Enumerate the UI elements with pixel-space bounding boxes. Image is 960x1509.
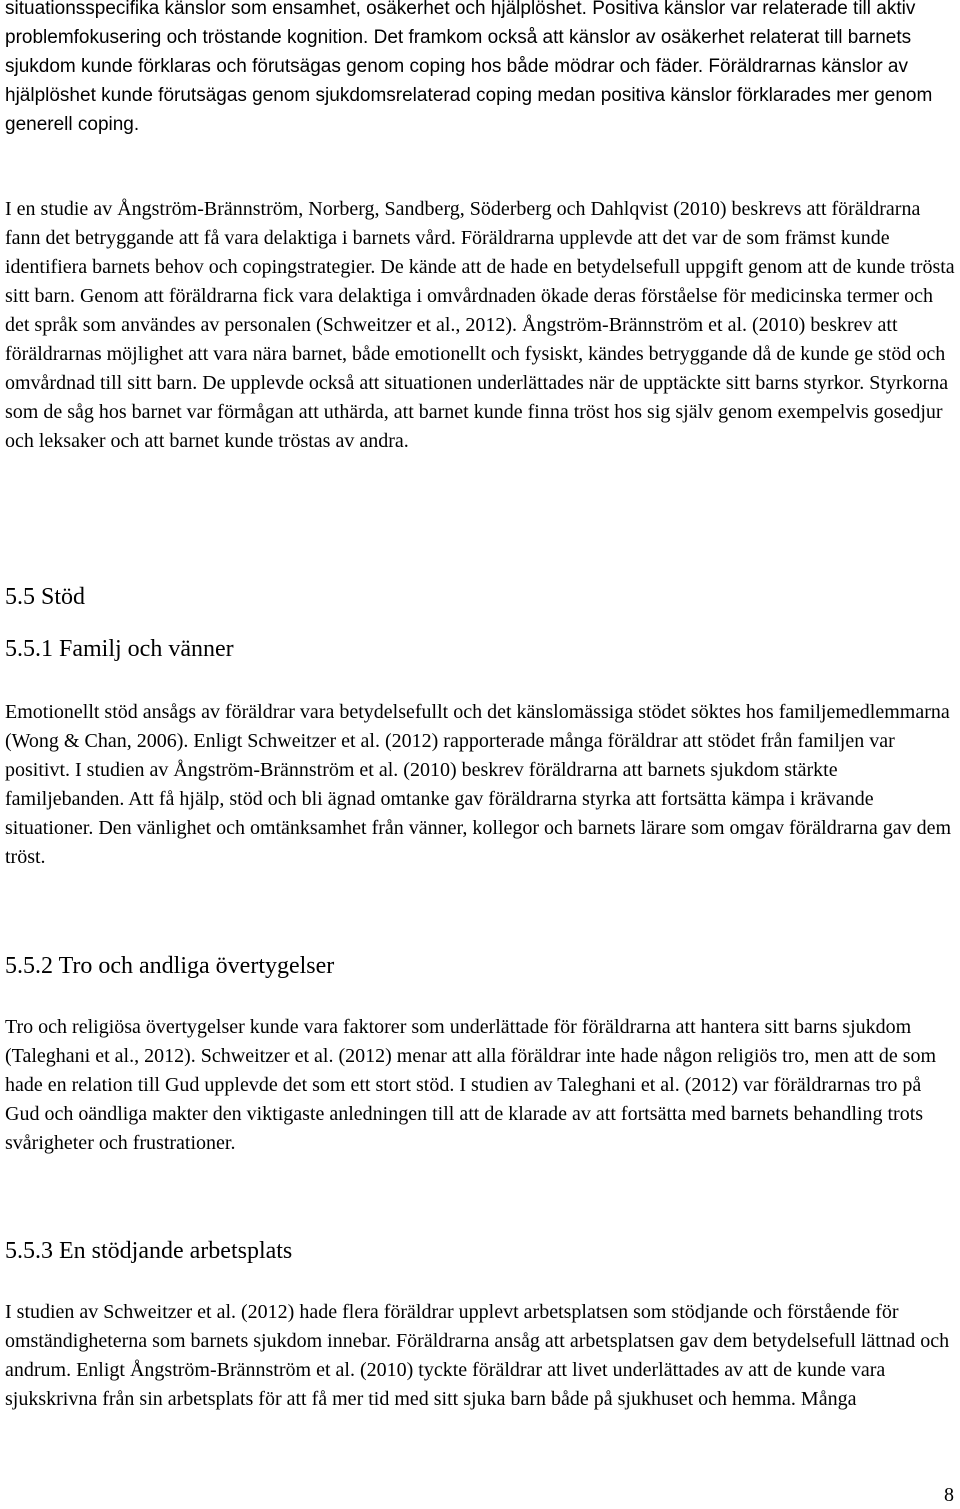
paragraph-stodjande-arbetsplats: I studien av Schweitzer et al. (2012) hade flera föräldrar upplevt arbetsplatsen som stödjande och förstående för omständigheterna som barnets sjukdom innebar. Föräldrarna ansåg att arbetsplatsen gav dem betydelsefull lättnad och andrum. Enligt Ångström-Brännström et al. (2010) tyckte föräldrar att livet underlättades av att de kunde vara sjukskrivna från sin arbetsplats för att få mer tid med sitt sjuka barn både på sjukhuset och hemma. Många	[5, 1301, 950, 1410]
section-heading-5-5: 5.5 Stöd	[5, 584, 86, 610]
intro-paragraph	[5, 0, 955, 139]
section-heading-5-5-3: 5.5.3 En stödjande arbetsplats	[5, 1238, 293, 1264]
page-number: 8	[944, 1484, 954, 1506]
angstrom-paragraph: I en studie av Ångström-Brännström, Norberg, Sandberg, Söderberg och Dahlqvist (2010) beskrevs att föräldrarna fann det betryggande att få vara delaktiga i barnets vård. Föräldrarna upplevde att det var de som främst kunde identifiera barnets behov och copingstrategier. De kände att de hade en betydelsefull uppgift genom att de kunde trösta sitt barn. Genom att föräldrarna fick vara delaktiga i omvårdnaden ökade deras förståelse för medicinska termer och det språk som användes av personalen (Schweitzer et al., 2012). Ångström-Brännström et al. (2010) beskrev att föräldrarnas möjlighet att vara nära barnet, både emotionellt och fysiskt, kändes betryggande då de kunde ge stöd och omvårdnad till sitt barn. De upplevde också att situationen underlättades när de upptäckte sitt barns styrkor. Styrkorna som de såg hos barnet var förmågan att uthärda, att barnet kunde finna tröst hos sig själv genom exempelvis gosedjur och leksaker och att barnet kunde tröstas av andra.	[5, 198, 955, 452]
section-heading-5-5-1: 5.5.1 Familj och vänner	[5, 636, 234, 662]
intro-sans-text: situationsspecifika känslor som ensamhet, osäkerhet och hjälplöshet. Positiva känslor var relaterade till aktiv problemfokusering och tröstande kognition. Det framkom också att känslor av osäkerhet relaterat till barnets sjukdom kunde förklaras och förutsägas genom coping hos både mödrar och fäder. Föräldrarnas känslor av hjälplöshet kunde förutsägas genom sjukdomsrelaterad coping medan positiva känslor förklarades mer genom generell coping.	[5, 0, 933, 135]
paragraph-familj-och-vanner: Emotionellt stöd ansågs av föräldrar vara betydelsefullt och det känslomässiga stödet söktes hos familjemedlemmarna (Wong & Chan, 2006). Enligt Schweitzer et al. (2012) rapporterade många föräldrar att stödet från familjen var positivt. I studien av Ångström-Brännström et al. (2010) beskrev föräldrarna att barnets sjukdom stärkte familjebanden. Att få hjälp, stöd och bli ägnad omtanke gav föräldrarna styrka att fortsätta kämpa i krävande situationer. Den vänlighet och omtänksamhet från vänner, kollegor och barnets lärare som omgav föräldrarna gav dem tröst.	[5, 701, 952, 868]
paragraph-tro-och-andliga-overtygelser: Tro och religiösa övertygelser kunde vara faktorer som underlättade för föräldrarna att hantera sitt barns sjukdom (Taleghani et al., 2012). Schweitzer et al. (2012) menar att alla föräldrar inte hade någon religiös tro, men att de som hade en relation till Gud upplevde det som ett stort stöd. I studien av Taleghani et al. (2012) var föräldrarnas tro på Gud och oändliga makter den viktigaste anledningen till att de klarade av att fortsätta med barnets behandling trots svårigheter och frustrationer.	[5, 1016, 937, 1154]
section-heading-5-5-2: 5.5.2 Tro och andliga övertygelser	[5, 953, 335, 979]
